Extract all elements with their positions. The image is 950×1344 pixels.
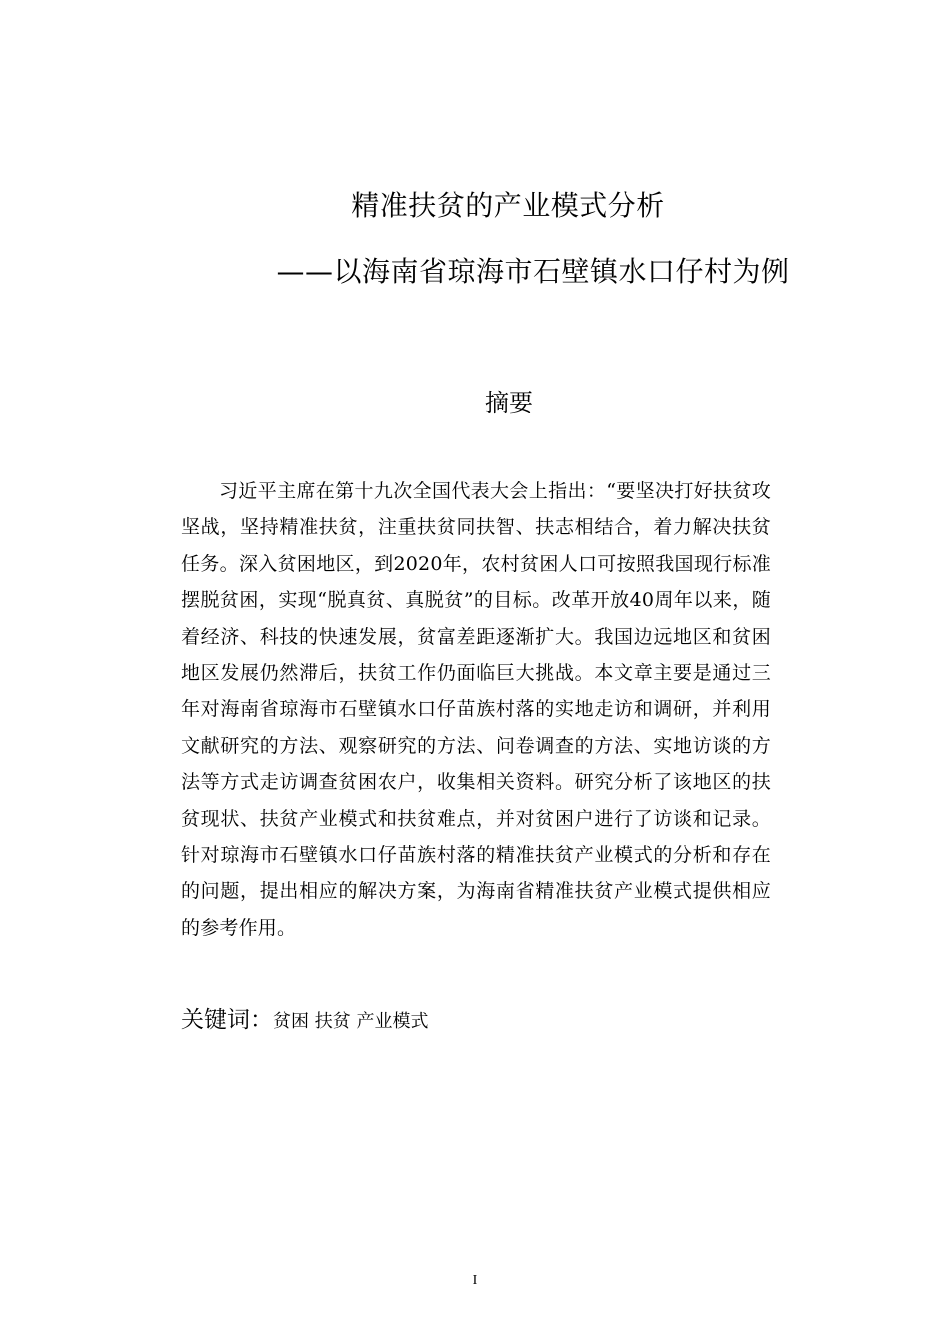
keywords-values: 贫困 扶贫 产业模式 [273,1011,429,1032]
abstract-heading: 摘要 [485,389,533,417]
keywords-line [181,1003,781,1040]
abstract-body: 习近平主席在第十九次全国代表大会上指出：“要坚决打好扶贫攻坚战，坚持精准扶贫，注重扶贫同扶智、扶志相结合，着力解决扶贫任务。深入贫困地区，到2020年，农村贫困人口可按照我国现行标准摆脱贫困，实现“脱真贫、真脱贫”的目标。改革开放40周年以来，随着经济、科技的快速发展，贫富差距逐渐扩大。我国边远地区和贫困地区发展仍然滞后，扶贫工作仍面临巨大挑战。本文章主要是通过三年对海南省琼海市石壁镇水口仔苗族村落的实地走访和调研，并利用文献研究的方法、观察研究的方法、问卷调查的方法、实地访谈的方法等方式走访调查贫困农户，收集相关资料。研究分析了该地区的扶贫现状、扶贫产业模式和扶贫难点，并对贫困户进行了访谈和记录。针对琼海市石壁镇水口仔苗族村落的精准扶贫产业模式的分析和存在的问题，提出相应的解决方案，为海南省精准扶贫产业模式提供相应的参考作用。 [181,480,771,939]
page-number: I [472,1273,478,1288]
keywords-label: 关键词： [181,1007,273,1033]
document-title: 精准扶贫的产业模式分析 [351,189,665,222]
document-subtitle: ——以海南省琼海市石壁镇水口仔村为例 [276,255,790,288]
